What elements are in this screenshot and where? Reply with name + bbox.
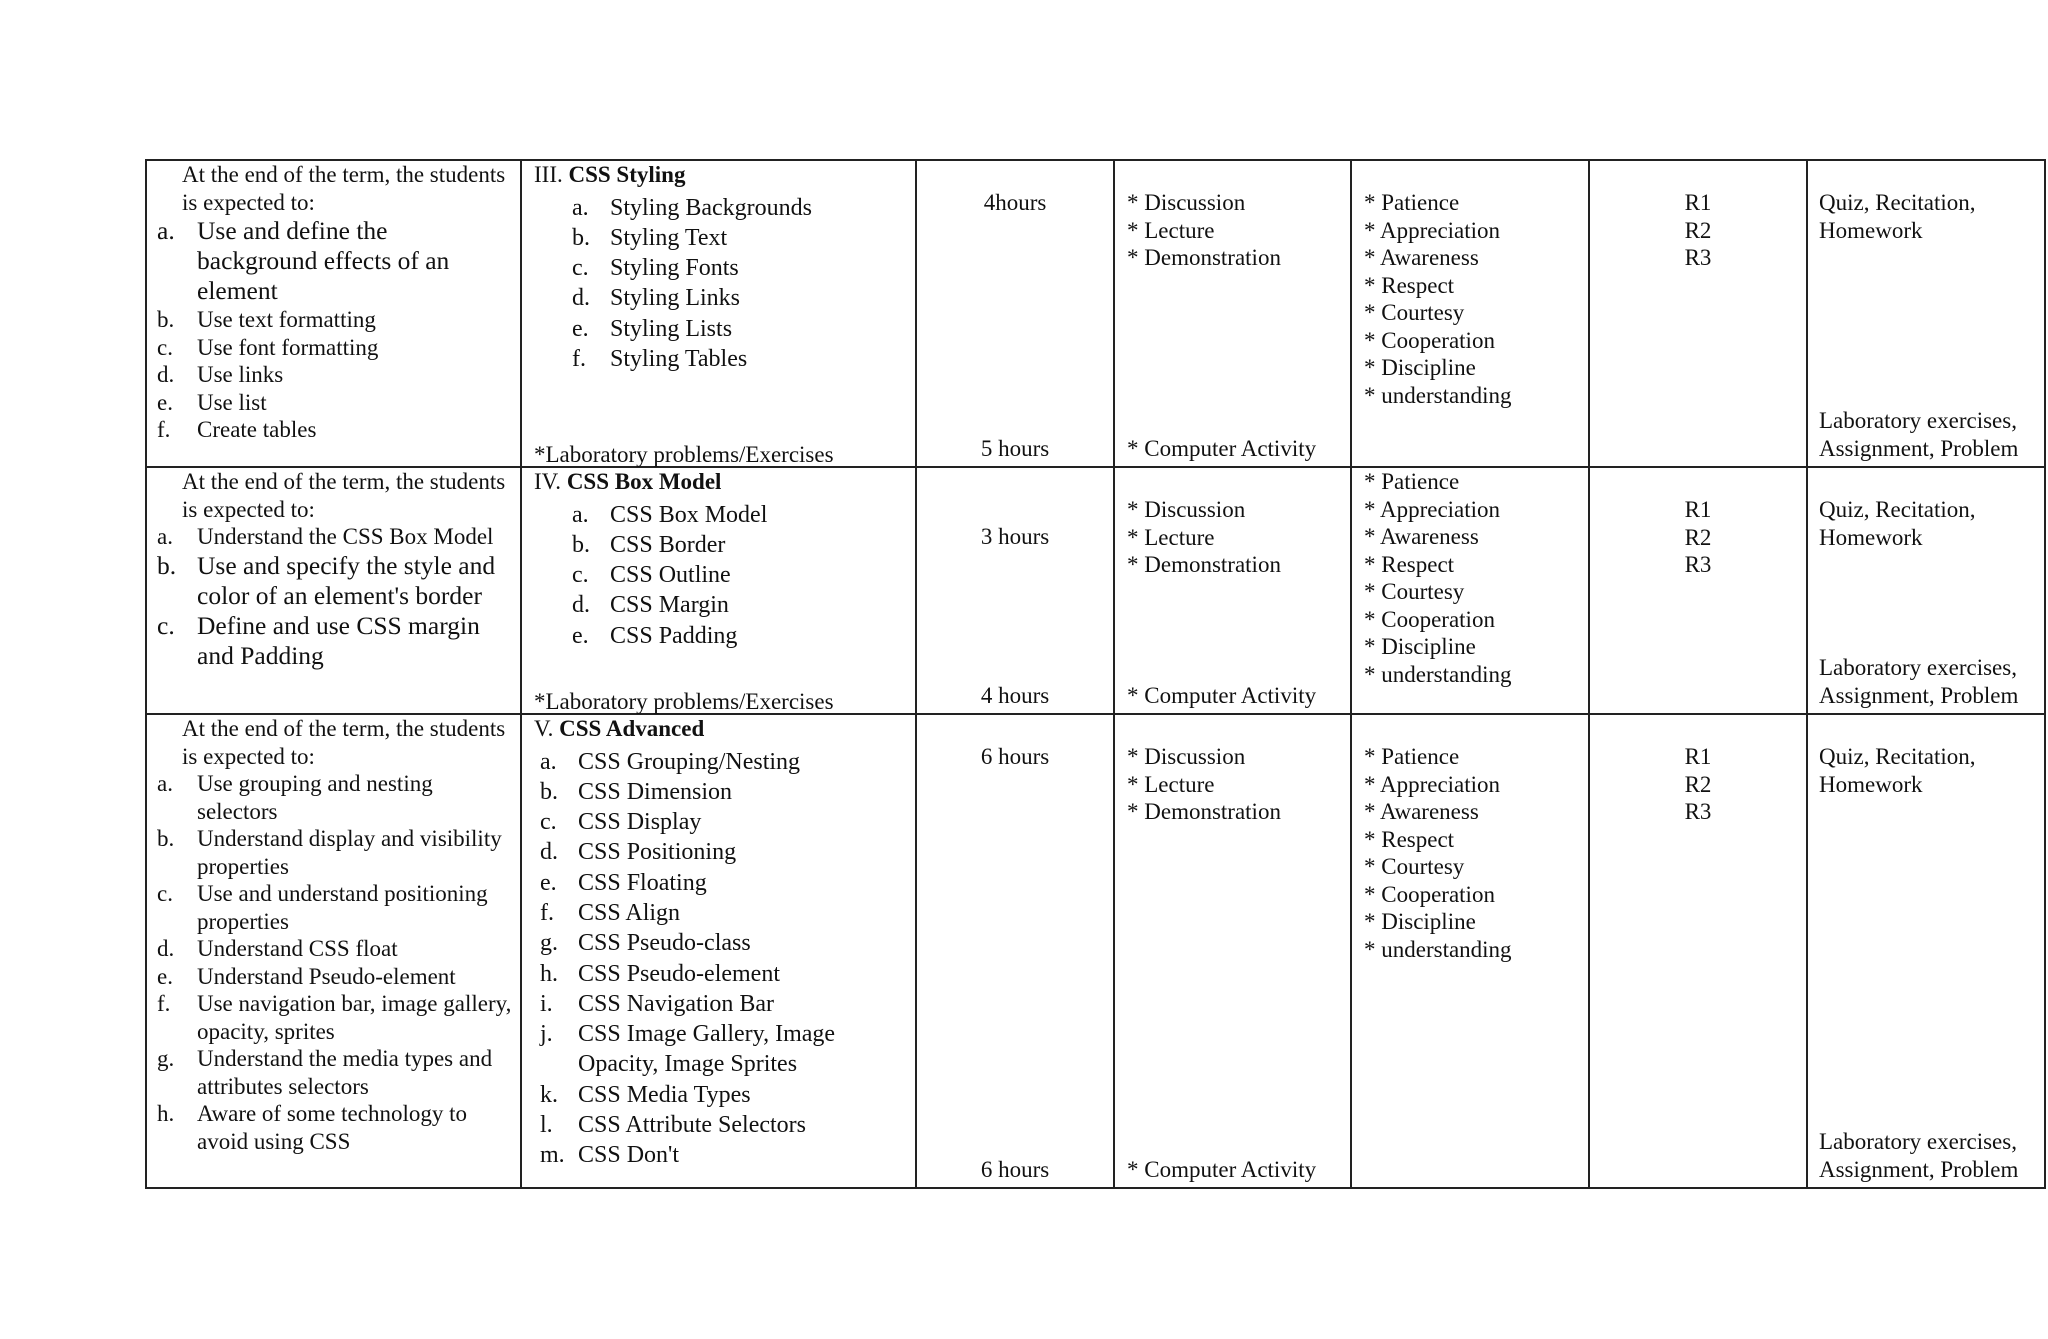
- topic-letter: b.: [572, 224, 590, 251]
- topic-text: CSS Don't: [578, 1142, 680, 1169]
- assessment-lab: [1808, 407, 2044, 462]
- topic-text: CSS Pseudo-element: [578, 960, 780, 987]
- topic-number: IV.: [534, 469, 562, 494]
- topic-text: Styling Lists: [610, 315, 733, 342]
- objective-letter: e.: [157, 963, 173, 989]
- activities-cell: [1114, 467, 1351, 714]
- reference-item: R1: [1684, 744, 1712, 769]
- reference-item: R3: [1684, 245, 1712, 270]
- value-item: * understanding: [1364, 382, 1512, 408]
- reference-item: R1: [1684, 190, 1712, 215]
- topic-text: Styling Backgrounds: [610, 194, 812, 221]
- topic-item: [540, 868, 915, 898]
- values-list: [1352, 468, 1588, 688]
- topic-letter: d.: [572, 285, 590, 312]
- topic-letter: k.: [540, 1081, 558, 1108]
- values-list: [1352, 189, 1588, 409]
- objective-text: Use and understand positioning properties: [197, 881, 488, 934]
- values-list: [1352, 743, 1588, 963]
- value-item: * Cooperation: [1364, 881, 1495, 907]
- topic-item: [540, 807, 915, 837]
- objective-letter: h.: [157, 1101, 175, 1126]
- assessment-cell: [1807, 160, 2045, 467]
- objective-text: Understand the media types and attributes selectors: [197, 1046, 493, 1099]
- value-item: * Appreciation: [1364, 217, 1501, 243]
- value-item: * Patience: [1364, 744, 1460, 769]
- topic-heading: [522, 161, 915, 189]
- objectives-cell: [146, 160, 521, 467]
- objective-letter: c.: [157, 610, 175, 640]
- objectives-intro: At the end of the term, the students is expected to:: [182, 162, 506, 215]
- topic-letter: j.: [540, 1021, 553, 1048]
- topic-item: [540, 1110, 915, 1140]
- table-row: [146, 160, 2045, 467]
- objective-text: Use links: [197, 362, 284, 387]
- topic-letter: c.: [572, 255, 589, 282]
- topic-letter: d.: [572, 592, 590, 619]
- topic-letter: a.: [572, 501, 589, 528]
- topics-cell: [521, 467, 916, 714]
- assessment-item: Homework: [1819, 771, 1923, 797]
- activity-lab: * Computer Activity: [1127, 1156, 1317, 1182]
- topic-text: CSS Align: [578, 899, 681, 926]
- topic-letter: m.: [540, 1142, 565, 1169]
- references-list: [1590, 743, 1806, 826]
- topic-text: CSS Pseudo-class: [578, 930, 751, 957]
- references-list: [1590, 496, 1806, 579]
- topic-item: [572, 590, 915, 620]
- topic-text: CSS Box Model: [610, 501, 768, 528]
- assessment-item: Homework: [1819, 524, 1923, 550]
- table-row: [146, 714, 2045, 1188]
- assessment-item: Quiz, Recitation,: [1819, 497, 1976, 522]
- reference-item: R3: [1684, 552, 1712, 577]
- topic-text: Styling Tables: [610, 345, 748, 372]
- objective-item: [157, 306, 514, 334]
- hours-cell: [916, 160, 1114, 467]
- topic-item: [540, 1140, 915, 1170]
- references-cell: [1589, 714, 1807, 1188]
- value-item: * Appreciation: [1364, 496, 1501, 522]
- objective-item: [157, 935, 514, 963]
- activity-item: * Discussion: [1127, 190, 1246, 215]
- objective-text: Use and specify the style and color of an element's border: [197, 550, 496, 610]
- assessment-cell: [1807, 467, 2045, 714]
- activity-item: * Demonstration: [1127, 245, 1281, 270]
- objective-text: Use list: [197, 389, 267, 415]
- objective-item: [157, 523, 514, 551]
- value-item: * Courtesy: [1364, 300, 1465, 325]
- topic-item: [540, 777, 915, 807]
- topic-text: Styling Text: [610, 224, 728, 251]
- objective-text: Create tables: [197, 417, 317, 442]
- topic-item: [540, 1019, 915, 1080]
- objective-item: [157, 990, 514, 1045]
- topics-list: [522, 747, 915, 1171]
- objective-item: [157, 825, 514, 880]
- topic-letter: a.: [572, 194, 589, 221]
- hours-lecture: 4hours: [983, 190, 1047, 215]
- objective-text: Understand Pseudo-element: [197, 963, 456, 989]
- topic-text: CSS Display: [578, 809, 702, 836]
- topic-text: CSS Media Types: [578, 1081, 751, 1108]
- topic-item: [540, 898, 915, 928]
- topic-text: CSS Dimension: [578, 778, 733, 805]
- assessment-item: Laboratory exercises,: [1819, 655, 2017, 680]
- objective-letter: b.: [157, 826, 175, 851]
- activities-lecture: [1115, 496, 1350, 579]
- topic-item: [540, 959, 915, 989]
- value-item: * Discipline: [1364, 909, 1476, 934]
- objectives-intro: At the end of the term, the students is expected to:: [182, 716, 506, 769]
- objective-letter: c.: [157, 881, 173, 906]
- value-item: * Discipline: [1364, 355, 1476, 380]
- table-row: [146, 467, 2045, 714]
- topic-letter: d.: [540, 839, 558, 866]
- value-item: * Respect: [1364, 551, 1455, 577]
- topic-title: CSS Styling: [568, 162, 686, 187]
- topic-letter: f.: [572, 345, 586, 372]
- objective-text: Use and define the background effects of an element: [197, 216, 450, 305]
- value-item: * Awareness: [1364, 799, 1479, 824]
- topic-text: CSS Image Gallery, Image Opacity, Image Sprites: [578, 1021, 836, 1078]
- assessment-lab: [1808, 1128, 2044, 1183]
- topic-text: CSS Outline: [610, 562, 731, 589]
- values-cell: [1351, 467, 1589, 714]
- topic-text: CSS Navigation Bar: [578, 990, 774, 1017]
- objective-text: Understand the CSS Box Model: [197, 524, 494, 549]
- objective-text: Use navigation bar, image gallery, opacity, sprites: [197, 991, 512, 1044]
- topic-item: [572, 223, 915, 253]
- objective-letter: b.: [157, 550, 177, 580]
- topic-item: [572, 253, 915, 283]
- hours-lab: 4 hours: [980, 682, 1050, 708]
- objectives-list: [157, 770, 514, 1155]
- topic-item: [540, 1080, 915, 1110]
- value-item: * Patience: [1364, 469, 1460, 494]
- topic-text: CSS Grouping/Nesting: [578, 748, 801, 775]
- assessment-lecture: [1808, 743, 2044, 798]
- objective-letter: f.: [157, 417, 171, 442]
- objective-letter: e.: [157, 389, 173, 415]
- topics-list: [522, 193, 915, 375]
- value-item: * understanding: [1364, 936, 1512, 962]
- syllabus-table: [145, 159, 2046, 1189]
- topic-item: [572, 283, 915, 313]
- objective-item: [157, 334, 514, 362]
- objective-letter: c.: [157, 334, 173, 360]
- activities-cell: [1114, 160, 1351, 467]
- assessment-item: Laboratory exercises,: [1819, 408, 2017, 433]
- objective-letter: d.: [157, 936, 175, 961]
- activity-item: * Lecture: [1127, 217, 1215, 243]
- topic-text: Styling Links: [610, 285, 741, 312]
- activities-lecture: [1115, 743, 1350, 826]
- topic-title: CSS Advanced: [559, 716, 705, 741]
- topic-item: [540, 747, 915, 777]
- objective-item: [157, 880, 514, 935]
- topic-item: [540, 989, 915, 1019]
- assessment-lecture: [1808, 189, 2044, 244]
- topic-letter: e.: [572, 315, 589, 342]
- reference-item: R2: [1684, 217, 1712, 243]
- topic-text: CSS Floating: [578, 869, 707, 896]
- topic-item: [540, 837, 915, 867]
- activities-lecture: [1115, 189, 1350, 272]
- activities-cell: [1114, 714, 1351, 1188]
- topic-letter: c.: [572, 562, 589, 589]
- topic-text: Styling Fonts: [610, 255, 739, 282]
- topic-text: CSS Positioning: [578, 839, 737, 866]
- objective-text: Use font formatting: [197, 334, 379, 360]
- reference-item: R2: [1684, 771, 1712, 797]
- assessment-item: Homework: [1819, 217, 1923, 243]
- topic-number: V.: [534, 716, 554, 741]
- topic-letter: i.: [540, 990, 553, 1017]
- activity-item: * Demonstration: [1127, 799, 1281, 824]
- objectives-list: [157, 523, 514, 671]
- topics-cell: [521, 160, 916, 467]
- topic-text: CSS Margin: [610, 592, 729, 619]
- objective-text: Understand display and visibility properties: [197, 826, 502, 879]
- value-item: * Discipline: [1364, 634, 1476, 659]
- objective-letter: a.: [157, 771, 173, 796]
- topic-letter: g.: [540, 930, 558, 957]
- assessment-item: Quiz, Recitation,: [1819, 190, 1976, 215]
- objectives-cell: [146, 714, 521, 1188]
- lab-note: *Laboratory problems/Exercises: [534, 688, 834, 714]
- references-cell: [1589, 467, 1807, 714]
- value-item: * Courtesy: [1364, 854, 1465, 879]
- objective-item: [157, 1100, 514, 1155]
- activity-item: * Lecture: [1127, 771, 1215, 797]
- value-item: * Cooperation: [1364, 327, 1495, 353]
- activity-item: * Discussion: [1127, 744, 1246, 769]
- activity-item: * Demonstration: [1127, 552, 1281, 577]
- objective-item: [157, 1045, 514, 1100]
- objective-item: [157, 963, 514, 991]
- topic-letter: f.: [540, 899, 554, 926]
- values-cell: [1351, 160, 1589, 467]
- objective-text: Define and use CSS margin and Padding: [197, 610, 480, 670]
- hours-cell: [916, 714, 1114, 1188]
- value-item: * Appreciation: [1364, 771, 1501, 797]
- reference-item: R2: [1684, 524, 1712, 550]
- objective-letter: d.: [157, 362, 175, 387]
- topic-heading: [522, 468, 915, 496]
- topic-item: [572, 500, 915, 530]
- hours-cell: [916, 467, 1114, 714]
- topic-letter: b.: [572, 531, 590, 558]
- topic-text: CSS Border: [610, 531, 726, 558]
- objective-item: [157, 361, 514, 389]
- value-item: * Awareness: [1364, 524, 1479, 549]
- activity-item: * Discussion: [1127, 497, 1246, 522]
- value-item: * Respect: [1364, 272, 1455, 298]
- value-item: * Respect: [1364, 826, 1455, 852]
- topic-number: III.: [534, 162, 563, 187]
- activity-lab: * Computer Activity: [1127, 435, 1317, 461]
- objective-item: [157, 770, 514, 825]
- hours-lab: 6 hours: [980, 1156, 1050, 1182]
- objective-letter: a.: [157, 524, 173, 549]
- topic-item: [572, 344, 915, 374]
- topics-list: [522, 500, 915, 651]
- lab-note: *Laboratory problems/Exercises: [534, 441, 834, 467]
- assessment-item: Quiz, Recitation,: [1819, 744, 1976, 769]
- assessment-item: Assignment, Problem: [1819, 1156, 2019, 1182]
- values-cell: [1351, 714, 1589, 1188]
- hours-lab: 5 hours: [980, 435, 1050, 461]
- topic-letter: l.: [540, 1112, 553, 1139]
- topic-letter: b.: [540, 778, 558, 805]
- objective-letter: f.: [157, 991, 171, 1016]
- reference-item: R3: [1684, 799, 1712, 824]
- topic-item: [572, 560, 915, 590]
- references-list: [1590, 189, 1806, 272]
- topic-heading: [522, 715, 915, 743]
- objective-text: Aware of some technology to avoid using CSS: [197, 1101, 467, 1154]
- value-item: * understanding: [1364, 661, 1512, 687]
- objective-item: [157, 551, 514, 611]
- references-cell: [1589, 160, 1807, 467]
- hours-lecture: 3 hours: [980, 524, 1050, 549]
- objective-text: Use grouping and nesting selectors: [197, 771, 433, 824]
- assessment-item: Laboratory exercises,: [1819, 1129, 2017, 1154]
- hours-lecture: 6 hours: [980, 744, 1050, 769]
- topic-letter: c.: [540, 809, 557, 836]
- value-item: * Awareness: [1364, 245, 1479, 270]
- objective-letter: a.: [157, 216, 175, 245]
- topic-letter: e.: [540, 869, 557, 896]
- value-item: * Patience: [1364, 190, 1460, 215]
- assessment-item: Assignment, Problem: [1819, 435, 2019, 461]
- objective-letter: b.: [157, 307, 175, 332]
- value-item: * Courtesy: [1364, 579, 1465, 604]
- objective-item: [157, 611, 514, 671]
- assessment-lab: [1808, 654, 2044, 709]
- objectives-list: [157, 216, 514, 444]
- topic-item: [572, 621, 915, 651]
- objectives-cell: [146, 467, 521, 714]
- topic-text: CSS Attribute Selectors: [578, 1112, 806, 1139]
- topic-item: [572, 530, 915, 560]
- assessment-lecture: [1808, 496, 2044, 551]
- objectives-intro: At the end of the term, the students is expected to:: [182, 469, 506, 522]
- assessment-item: Assignment, Problem: [1819, 682, 2019, 708]
- objective-item: [157, 416, 514, 444]
- topic-title: CSS Box Model: [566, 469, 722, 494]
- objective-text: Understand CSS float: [197, 936, 398, 961]
- objective-item: [157, 216, 514, 306]
- reference-item: R1: [1684, 497, 1712, 522]
- value-item: * Cooperation: [1364, 606, 1495, 632]
- objective-text: Use text formatting: [197, 307, 376, 332]
- topic-letter: e.: [572, 622, 589, 649]
- objective-letter: g.: [157, 1046, 175, 1071]
- topic-item: [540, 928, 915, 958]
- objective-item: [157, 389, 514, 417]
- topic-item: [572, 193, 915, 223]
- topic-letter: a.: [540, 748, 557, 775]
- topic-letter: h.: [540, 960, 558, 987]
- topic-text: CSS Padding: [610, 622, 738, 649]
- topics-cell: [521, 714, 916, 1188]
- topic-item: [572, 314, 915, 344]
- activity-lab: * Computer Activity: [1127, 682, 1317, 708]
- assessment-cell: [1807, 714, 2045, 1188]
- activity-item: * Lecture: [1127, 524, 1215, 550]
